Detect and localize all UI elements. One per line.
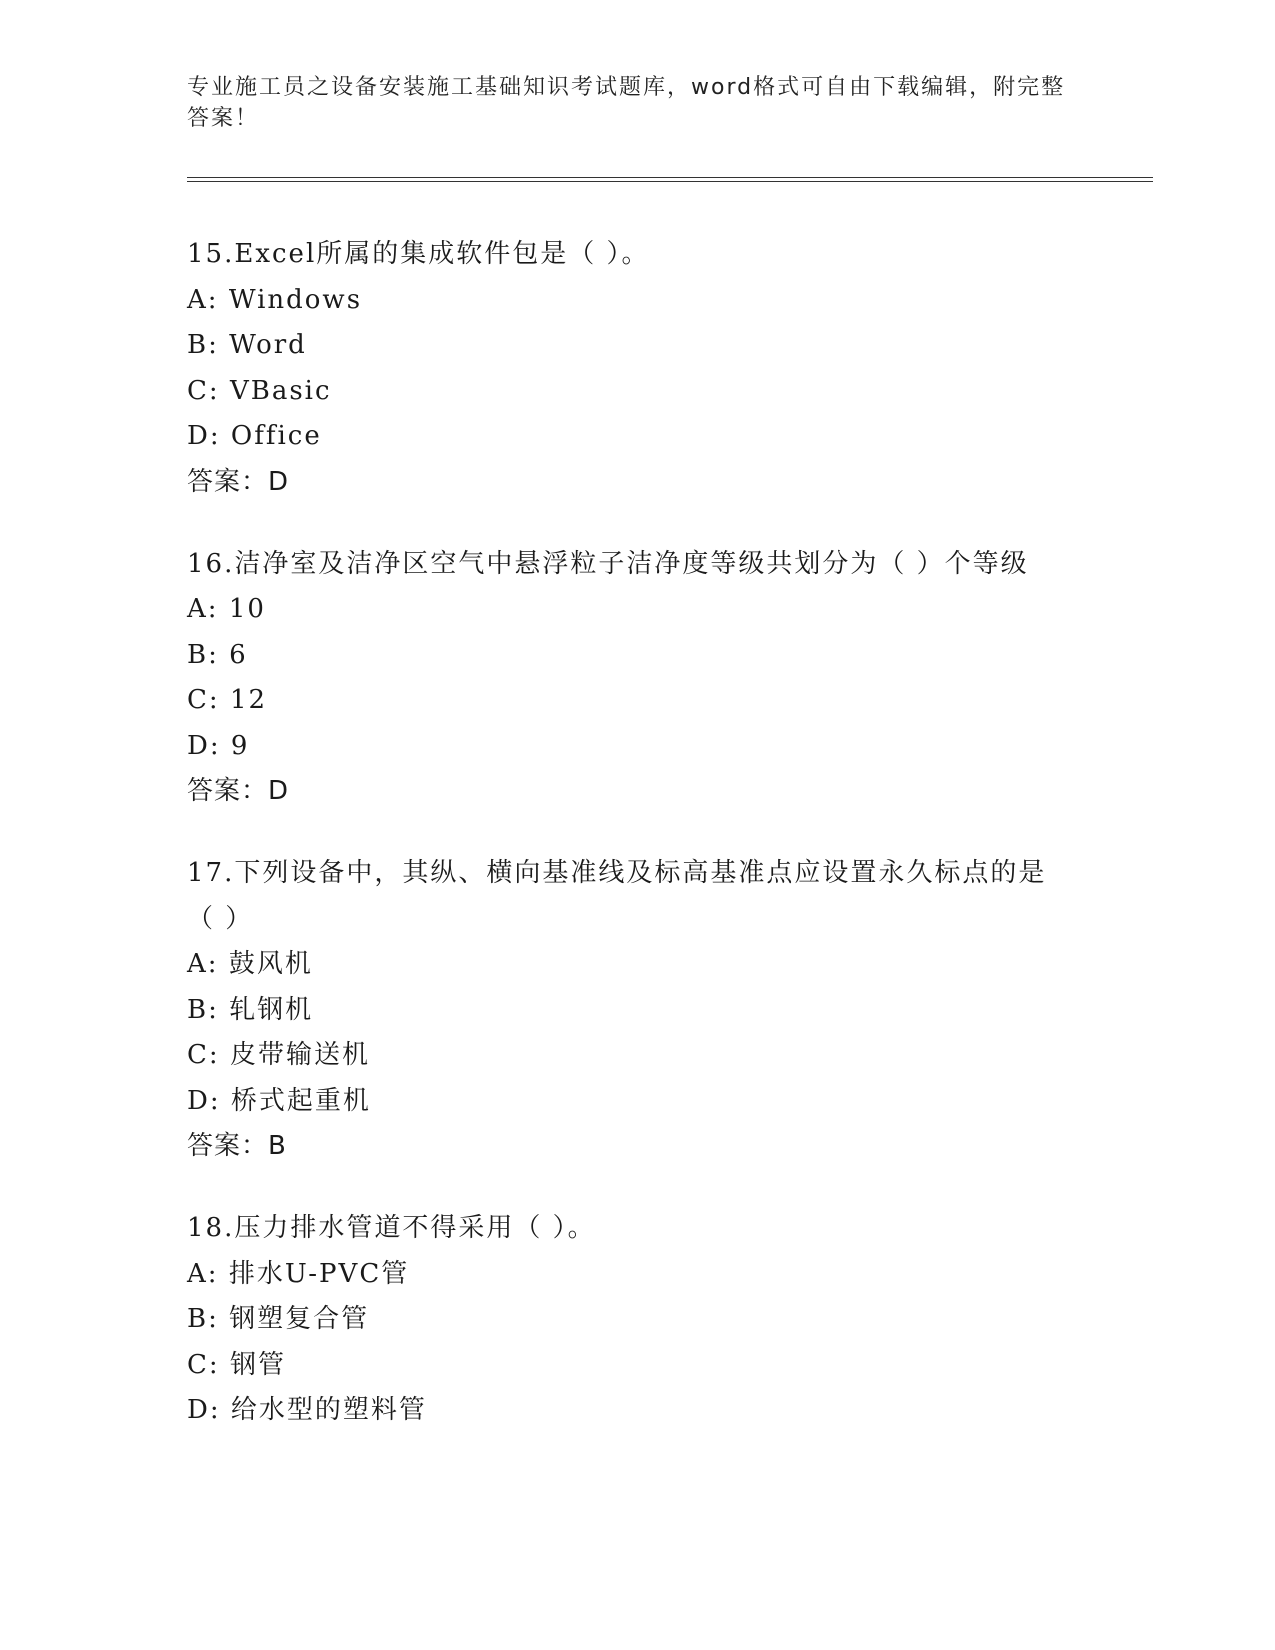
option-separator: :	[208, 685, 230, 715]
answer	[187, 1124, 1087, 1168]
option-d	[187, 1388, 1087, 1434]
option-key: A	[187, 284, 208, 315]
option-text: 钢塑复合管	[229, 1304, 370, 1334]
option-separator: :	[209, 1085, 231, 1116]
answer-label: 答案：	[187, 776, 269, 806]
option-separator: :	[208, 639, 230, 670]
answer-label: 答案：	[187, 466, 269, 497]
option-text: 钢管	[229, 1349, 286, 1380]
option-d	[187, 724, 1087, 770]
option-key: D	[187, 1395, 210, 1425]
option-d	[187, 1079, 1087, 1125]
option-c	[187, 678, 1087, 724]
header-divider	[187, 177, 1153, 182]
question-stem: 15.Excel所属的集成软件包是（ ）。	[187, 239, 650, 269]
option-b	[187, 988, 1087, 1034]
option-separator: :	[208, 994, 230, 1025]
answer-label: 答案：	[187, 1131, 269, 1161]
option-separator: :	[207, 594, 229, 624]
option-text: 9	[230, 730, 250, 761]
option-key: B	[187, 1304, 209, 1334]
option-key: B	[187, 639, 209, 670]
option-separator: :	[209, 421, 231, 451]
option-key: C	[187, 1349, 209, 1380]
question-15	[187, 232, 1087, 504]
option-text: 鼓风机	[228, 949, 313, 979]
option-text: 排水U-PVC管	[228, 1258, 410, 1289]
option-key: A	[187, 1258, 208, 1289]
question-stem: 17.下列设备中，其纵、横向基准线及标高基准点应设置永久标点的是（ ）	[187, 858, 1047, 934]
answer	[187, 769, 1087, 813]
option-b	[187, 633, 1087, 679]
option-text: 桥式起重机	[230, 1085, 371, 1116]
option-text: 皮带输送机	[229, 1040, 370, 1070]
option-separator: :	[207, 284, 229, 315]
option-text: 轧钢机	[229, 994, 314, 1025]
question-17	[187, 851, 1087, 1168]
option-a	[187, 278, 1087, 324]
option-key: C	[187, 375, 209, 406]
option-key: D	[187, 730, 210, 761]
option-d	[187, 414, 1087, 460]
question-16	[187, 542, 1087, 814]
option-key: C	[187, 685, 209, 715]
option-key: D	[187, 421, 210, 451]
option-key: B	[187, 994, 209, 1025]
question-stem: 18.压力排水管道不得采用（ ）。	[187, 1213, 596, 1243]
option-separator: :	[208, 330, 230, 360]
option-text: 10	[228, 594, 266, 624]
option-separator: :	[208, 375, 230, 406]
option-text: 12	[229, 685, 268, 715]
option-a	[187, 942, 1087, 988]
option-c	[187, 369, 1087, 415]
option-separator: :	[207, 949, 229, 979]
option-key: D	[187, 1085, 210, 1116]
option-separator: :	[209, 1395, 231, 1425]
option-key: C	[187, 1040, 209, 1070]
option-b	[187, 323, 1087, 369]
question-18	[187, 1206, 1087, 1434]
option-text: Office	[230, 421, 322, 451]
option-a	[187, 1252, 1087, 1298]
answer-value: D	[268, 466, 290, 497]
option-text: 给水型的塑料管	[230, 1395, 427, 1425]
option-separator: :	[208, 1040, 230, 1070]
option-b	[187, 1297, 1087, 1343]
document-header: 专业施工员之设备安装施工基础知识考试题库，word格式可自由下载编辑，附完整答案！	[187, 75, 1066, 131]
option-separator: :	[208, 1349, 230, 1380]
option-separator: :	[209, 730, 231, 761]
option-text: 6	[229, 639, 248, 670]
option-key: B	[187, 330, 209, 360]
option-separator: :	[207, 1258, 229, 1289]
answer-value: B	[268, 1131, 287, 1161]
option-key: A	[187, 949, 208, 979]
option-a	[187, 587, 1087, 633]
option-key: A	[187, 594, 208, 624]
answer	[187, 460, 1087, 504]
question-list	[187, 232, 1087, 1472]
question-stem: 16.洁净室及洁净区空气中悬浮粒子洁净度等级共划分为（ ）个等级	[187, 548, 1029, 579]
answer-value: D	[268, 776, 290, 806]
option-text: VBasic	[229, 375, 332, 406]
option-separator: :	[208, 1304, 230, 1334]
option-text: Windows	[228, 284, 363, 315]
option-c	[187, 1033, 1087, 1079]
option-text: Word	[229, 330, 307, 360]
option-c	[187, 1343, 1087, 1389]
